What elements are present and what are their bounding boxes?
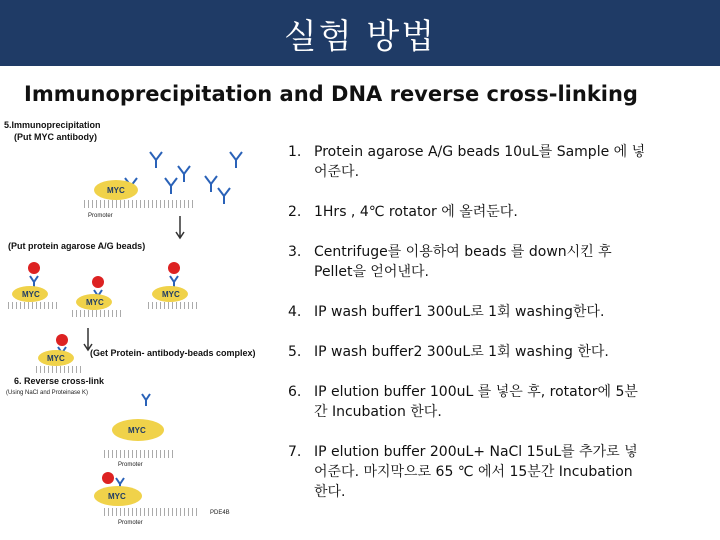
step-3	[288, 242, 698, 282]
step-line: Centrifuge를 이용하여 beads 를 down시킨 후	[314, 244, 612, 260]
step-number: 7.	[288, 444, 302, 460]
step-text	[314, 342, 698, 362]
page-title: 실험 방법	[283, 16, 437, 57]
diagram-beads-label: (Put protein agarose A/G beads)	[8, 241, 146, 251]
diagram-myc-antibody-label: (Put MYC antibody)	[14, 132, 97, 142]
pde4b-label: PDE4B	[210, 510, 230, 516]
step-line: 어준다.	[314, 164, 360, 180]
step-line: 1Hrs , 4℃ rotator 에 올려둔다.	[314, 204, 518, 220]
step-text	[314, 242, 698, 282]
diagram-step6-label: 6. Reverse cross-link	[14, 376, 105, 386]
myc-label: MYC	[107, 186, 125, 195]
step-text	[314, 202, 698, 222]
step-line: 한다.	[314, 484, 346, 500]
myc-protein-dna-1	[84, 180, 194, 219]
myc-label: MYC	[162, 290, 180, 299]
step-text	[314, 442, 698, 502]
myc-label: MYC	[108, 492, 126, 501]
step-line: Pellet을 얻어낸다.	[314, 264, 429, 280]
step-1	[288, 142, 698, 182]
diagram-step5-label: 5.Immunoprecipitation	[4, 120, 101, 130]
step-number: 4.	[288, 304, 302, 320]
promoter-label: Promoter	[118, 520, 143, 526]
step-number: 6.	[288, 384, 302, 400]
step-line: IP elution buffer 100uL 를 넣은 후, rotator에 5분	[314, 384, 638, 400]
method-steps-list	[288, 142, 698, 522]
step-line: IP elution buffer 200uL+ NaCl 15uL를 추가로 넣	[314, 444, 638, 460]
step-7	[288, 442, 698, 502]
myc-label: MYC	[128, 426, 146, 435]
step-number: 5.	[288, 344, 302, 360]
bead-complex	[34, 334, 82, 373]
diagram-using-label: (Using NaCl and Proteinase K)	[6, 390, 89, 396]
bead-complexes	[8, 262, 198, 317]
step-text	[314, 382, 698, 422]
myc-label: MYC	[86, 298, 104, 307]
title-bar	[0, 0, 720, 66]
arrow-down-icon	[84, 328, 92, 350]
antibody-icons	[125, 152, 242, 204]
slide-subtitle: Immunoprecipitation and DNA reverse cross-linking	[24, 82, 638, 106]
step-5	[288, 342, 698, 362]
step-number: 1.	[288, 144, 302, 160]
myc-label: MYC	[22, 290, 40, 299]
step-text	[314, 302, 698, 322]
step-line: IP wash buffer1 300uL로 1회 washing한다.	[314, 304, 605, 320]
step-number: 2.	[288, 204, 302, 220]
arrow-down-icon	[176, 216, 184, 238]
step-line: IP wash buffer2 300uL로 1회 washing 한다.	[314, 344, 609, 360]
step-text	[314, 142, 698, 182]
step-line: 어준다. 마지막으로 65 ℃ 에서 15분간 Incubation	[314, 464, 633, 480]
promoter-label: Promoter	[118, 462, 143, 468]
step-4	[288, 302, 698, 322]
ip-process-diagram	[0, 116, 272, 526]
diagram-complex-label: (Get Protein- antibody-beads complex)	[90, 348, 256, 358]
step-2	[288, 202, 698, 222]
myc-label: MYC	[47, 354, 65, 363]
promoter-label: Promoter	[88, 213, 113, 219]
step-number: 3.	[288, 244, 302, 260]
reverse-crosslink-result	[94, 394, 230, 526]
step-line: 간 Incubation 한다.	[314, 404, 442, 420]
step-line: Protein agarose A/G beads 10uL를 Sample 에 넣	[314, 144, 646, 160]
step-6	[288, 382, 698, 422]
